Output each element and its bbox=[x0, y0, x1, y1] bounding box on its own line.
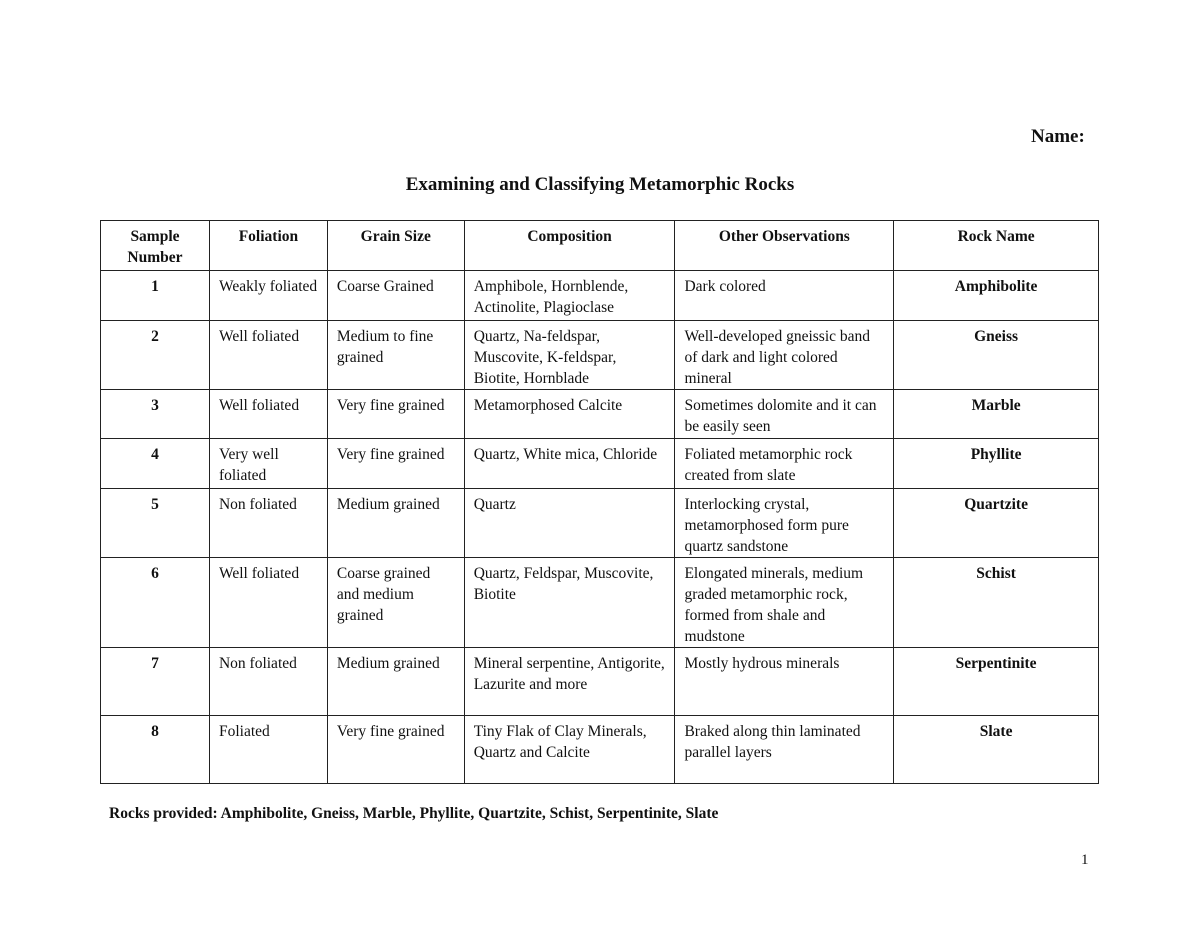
table-row bbox=[101, 489, 1099, 558]
table-row bbox=[101, 648, 1099, 716]
composition-cell: Mineral serpentine, Antigorite, Lazurite and more bbox=[464, 648, 675, 716]
sample-number-cell: 2 bbox=[101, 321, 210, 390]
grain-size-cell: Coarse grained and medium grained bbox=[327, 558, 464, 648]
sample-number-cell: 7 bbox=[101, 648, 210, 716]
other-observations-cell: Elongated minerals, medium graded metamorphic rock, formed from shale and mudstone bbox=[675, 558, 894, 648]
grain-size-cell: Very fine grained bbox=[327, 439, 464, 489]
other-observations-cell: Foliated metamorphic rock created from slate bbox=[675, 439, 894, 489]
sample-number-cell: 4 bbox=[101, 439, 210, 489]
rock-name-cell: Slate bbox=[894, 716, 1099, 784]
table-row bbox=[101, 321, 1099, 390]
other-observations-cell: Interlocking crystal, metamorphosed form pure quartz sandstone bbox=[675, 489, 894, 558]
other-observations-cell: Sometimes dolomite and it can be easily seen bbox=[675, 390, 894, 439]
page-number: 1 bbox=[1081, 852, 1089, 868]
other-observations-cell: Dark colored bbox=[675, 271, 894, 321]
column-header-foliation: Foliation bbox=[209, 221, 327, 271]
foliation-cell: Well foliated bbox=[209, 390, 327, 439]
sample-number-cell: 1 bbox=[101, 271, 210, 321]
other-observations-cell: Braked along thin laminated parallel layers bbox=[675, 716, 894, 784]
column-header-other-observations: Other Observations bbox=[675, 221, 894, 271]
rock-name-cell: Schist bbox=[894, 558, 1099, 648]
grain-size-cell: Medium to fine grained bbox=[327, 321, 464, 390]
composition-cell: Tiny Flak of Clay Minerals, Quartz and Calcite bbox=[464, 716, 675, 784]
rock-name-cell: Phyllite bbox=[894, 439, 1099, 489]
foliation-cell: Non foliated bbox=[209, 648, 327, 716]
column-header-sample-number: Sample Number bbox=[101, 221, 210, 271]
rock-name-cell: Serpentinite bbox=[894, 648, 1099, 716]
table-row bbox=[101, 390, 1099, 439]
grain-size-cell: Very fine grained bbox=[327, 716, 464, 784]
composition-cell: Quartz bbox=[464, 489, 675, 558]
rock-name-cell: Marble bbox=[894, 390, 1099, 439]
sample-number-cell: 6 bbox=[101, 558, 210, 648]
composition-cell: Quartz, White mica, Chloride bbox=[464, 439, 675, 489]
foliation-cell: Very well foliated bbox=[209, 439, 327, 489]
name-label: Name: bbox=[1031, 126, 1085, 147]
rock-name-cell: Amphibolite bbox=[894, 271, 1099, 321]
composition-cell: Quartz, Na-feldspar, Muscovite, K-feldspar, Biotite, Hornblade bbox=[464, 321, 675, 390]
table-row bbox=[101, 558, 1099, 648]
composition-cell: Metamorphosed Calcite bbox=[464, 390, 675, 439]
table-row bbox=[101, 439, 1099, 489]
grain-size-cell: Very fine grained bbox=[327, 390, 464, 439]
composition-cell: Amphibole, Hornblende, Actinolite, Plagioclase bbox=[464, 271, 675, 321]
grain-size-cell: Medium grained bbox=[327, 489, 464, 558]
foliation-cell: Weakly foliated bbox=[209, 271, 327, 321]
foliation-cell: Well foliated bbox=[209, 558, 327, 648]
page-title: Examining and Classifying Metamorphic Rocks bbox=[405, 174, 795, 195]
other-observations-cell: Well-developed gneissic band of dark and light colored mineral bbox=[675, 321, 894, 390]
rock-name-cell: Quartzite bbox=[894, 489, 1099, 558]
rocks-provided-note: Rocks provided: Amphibolite, Gneiss, Marble, Phyllite, Quartzite, Schist, Serpentinite, Slate bbox=[109, 805, 719, 822]
table-row bbox=[101, 271, 1099, 321]
rock-classification-table bbox=[100, 220, 1099, 784]
column-header-grain-size: Grain Size bbox=[327, 221, 464, 271]
sample-number-cell: 3 bbox=[101, 390, 210, 439]
table-row bbox=[101, 716, 1099, 784]
sample-number-cell: 8 bbox=[101, 716, 210, 784]
foliation-cell: Foliated bbox=[209, 716, 327, 784]
grain-size-cell: Medium grained bbox=[327, 648, 464, 716]
table-header-row bbox=[101, 221, 1099, 271]
other-observations-cell: Mostly hydrous minerals bbox=[675, 648, 894, 716]
foliation-cell: Non foliated bbox=[209, 489, 327, 558]
sample-number-cell: 5 bbox=[101, 489, 210, 558]
column-header-rock-name: Rock Name bbox=[894, 221, 1099, 271]
column-header-composition: Composition bbox=[464, 221, 675, 271]
foliation-cell: Well foliated bbox=[209, 321, 327, 390]
rock-name-cell: Gneiss bbox=[894, 321, 1099, 390]
composition-cell: Quartz, Feldspar, Muscovite, Biotite bbox=[464, 558, 675, 648]
grain-size-cell: Coarse Grained bbox=[327, 271, 464, 321]
